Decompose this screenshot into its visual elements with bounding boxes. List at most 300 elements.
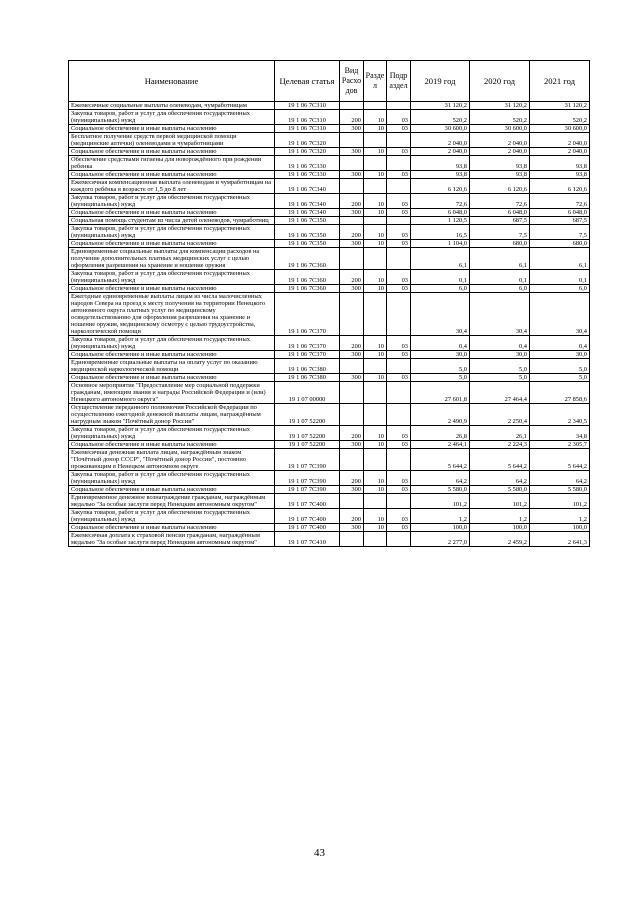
row-name: Социальная помощь студентам из числа детей оленеводов, чумработниц <box>69 217 275 225</box>
row-name: Закупка товаров, работ и услуг для обеспечения государственных (муниципальных) нужд <box>69 336 275 351</box>
row-razdel: 10 <box>364 171 387 179</box>
row-name: Социальное обеспечение и иные выплаты населению <box>69 351 275 359</box>
row-target-code: 19 1 06 7C320 <box>275 133 340 148</box>
row-vid: 200 <box>340 509 364 524</box>
row-value-2019: 0,1 <box>411 270 470 285</box>
row-value-2019: 5,0 <box>411 374 470 382</box>
row-podrazdel <box>387 382 411 404</box>
row-name: Социальное обеспечение и иные выплаты населению <box>69 171 275 179</box>
row-vid: 300 <box>340 240 364 248</box>
table-row <box>69 194 590 209</box>
row-target-code: 19 1 06 7C310 <box>275 125 340 133</box>
row-vid: 200 <box>340 336 364 351</box>
row-target-code: 19 1 07 7C400 <box>275 509 340 524</box>
row-razdel: 10 <box>364 336 387 351</box>
table-row <box>69 217 590 225</box>
row-target-code: 19 1 06 7C330 <box>275 156 340 171</box>
row-podrazdel <box>387 248 411 270</box>
row-razdel <box>364 293 387 336</box>
row-value-2021: 2 340,5 <box>530 404 590 426</box>
row-podrazdel <box>387 449 411 471</box>
table-row <box>69 404 590 426</box>
row-value-2019: 30,0 <box>411 351 470 359</box>
table-row <box>69 209 590 217</box>
row-value-2021: 687,5 <box>530 217 590 225</box>
row-razdel <box>364 179 387 194</box>
row-vid: 300 <box>340 524 364 532</box>
row-value-2020: 72,6 <box>470 194 530 209</box>
row-name: Социальное обеспечение и иные выплаты населению <box>69 240 275 248</box>
row-value-2021: 5 580,0 <box>530 486 590 494</box>
row-vid <box>340 293 364 336</box>
row-value-2021: 27 858,6 <box>530 382 590 404</box>
row-vid: 300 <box>340 125 364 133</box>
row-podrazdel: 03 <box>387 171 411 179</box>
row-podrazdel: 03 <box>387 374 411 382</box>
row-target-code: 19 1 07 7C410 <box>275 532 340 547</box>
row-name: Осуществление переданного полномочия Российской Федерации по осуществлению ежегодной денежной выплаты лицам, награждённым нагрудным знаком "Почётный донор России" <box>69 404 275 426</box>
row-value-2020: 6,1 <box>470 248 530 270</box>
row-value-2021: 5,0 <box>530 359 590 374</box>
row-vid <box>340 449 364 471</box>
row-value-2020: 0,4 <box>470 336 530 351</box>
row-value-2019: 2 464,1 <box>411 441 470 449</box>
row-podrazdel: 03 <box>387 125 411 133</box>
row-vid <box>340 359 364 374</box>
row-value-2021: 2 641,3 <box>530 532 590 547</box>
row-value-2020: 100,0 <box>470 524 530 532</box>
row-razdel: 10 <box>364 194 387 209</box>
row-value-2021: 64,2 <box>530 471 590 486</box>
row-value-2019: 101,2 <box>411 494 470 509</box>
row-value-2021: 93,8 <box>530 156 590 171</box>
table-row <box>69 125 590 133</box>
table-row <box>69 374 590 382</box>
header-vid: Вид Расхо дов <box>340 61 364 102</box>
row-value-2021: 34,8 <box>530 426 590 441</box>
row-target-code: 19 1 06 7C360 <box>275 270 340 285</box>
row-name: Единовременное денежное вознаграждение гражданам, награждённым медалью "За особые заслуги перед Ненецким автономным округом" <box>69 494 275 509</box>
row-target-code: 19 1 07 7C390 <box>275 486 340 494</box>
table-row <box>69 248 590 270</box>
row-vid <box>340 494 364 509</box>
row-name: Социальное обеспечение и иные выплаты населению <box>69 374 275 382</box>
row-vid: 200 <box>340 110 364 125</box>
table-row <box>69 532 590 547</box>
row-value-2020: 6 120,6 <box>470 179 530 194</box>
row-value-2019: 5,0 <box>411 359 470 374</box>
table-row <box>69 156 590 171</box>
row-value-2020: 6 048,0 <box>470 209 530 217</box>
table-row <box>69 509 590 524</box>
row-target-code: 19 1 06 7C340 <box>275 209 340 217</box>
table-row <box>69 382 590 404</box>
row-razdel: 10 <box>364 351 387 359</box>
row-value-2019: 6 120,6 <box>411 179 470 194</box>
row-podrazdel: 03 <box>387 240 411 248</box>
row-value-2021: 2 305,7 <box>530 441 590 449</box>
table-row <box>69 471 590 486</box>
header-2020: 2020 год <box>470 61 530 102</box>
row-value-2020: 0,1 <box>470 270 530 285</box>
row-value-2019: 6 048,0 <box>411 209 470 217</box>
row-target-code: 19 1 07 52200 <box>275 404 340 426</box>
row-value-2021: 5,0 <box>530 374 590 382</box>
row-name: Закупка товаров, работ и услуг для обеспечения государственных (муниципальных) нужд <box>69 110 275 125</box>
row-value-2019: 520,2 <box>411 110 470 125</box>
table-row <box>69 426 590 441</box>
row-value-2021: 6 120,6 <box>530 179 590 194</box>
row-podrazdel <box>387 217 411 225</box>
row-value-2021: 101,2 <box>530 494 590 509</box>
row-vid: 200 <box>340 225 364 240</box>
row-name: Социальное обеспечение и иные выплаты населению <box>69 148 275 156</box>
row-value-2019: 26,8 <box>411 426 470 441</box>
row-target-code: 19 1 06 7C360 <box>275 248 340 270</box>
row-value-2019: 72,6 <box>411 194 470 209</box>
table-row <box>69 102 590 110</box>
row-razdel <box>364 449 387 471</box>
row-value-2021: 520,2 <box>530 110 590 125</box>
header-razdel: Разде л <box>364 61 387 102</box>
table-row <box>69 359 590 374</box>
row-podrazdel: 03 <box>387 524 411 532</box>
row-value-2019: 2 040,0 <box>411 148 470 156</box>
row-vid: 300 <box>340 148 364 156</box>
row-razdel <box>364 404 387 426</box>
table-header-row <box>69 61 590 102</box>
row-podrazdel: 03 <box>387 486 411 494</box>
row-podrazdel <box>387 494 411 509</box>
page-number: 43 <box>314 847 325 859</box>
row-podrazdel <box>387 293 411 336</box>
row-target-code: 19 1 06 7C350 <box>275 225 340 240</box>
row-value-2020: 5,0 <box>470 359 530 374</box>
row-value-2019: 27 601,8 <box>411 382 470 404</box>
row-value-2021: 100,0 <box>530 524 590 532</box>
row-podrazdel <box>387 532 411 547</box>
row-target-code: 19 1 06 7C310 <box>275 102 340 110</box>
row-target-code: 19 1 07 7C400 <box>275 494 340 509</box>
row-value-2020: 2 459,2 <box>470 532 530 547</box>
row-value-2019: 2 490,9 <box>411 404 470 426</box>
budget-table <box>68 60 590 547</box>
row-podrazdel: 03 <box>387 285 411 293</box>
row-value-2021: 5 644,2 <box>530 449 590 471</box>
row-razdel <box>364 156 387 171</box>
row-name: Ежегодные единовременные выплаты лицам из числа малочисленных народов Севера на проезд к месту получения на территории Ненецкого автономного округа платных услуг по медицинскому освидетельствованию для оформления разрешения на хранение и ношение оружия, медицинскому осмотру с целью трудоустройства, наркологической помощи <box>69 293 275 336</box>
row-value-2019: 31 120,2 <box>411 102 470 110</box>
row-value-2019: 1 104,0 <box>411 240 470 248</box>
row-value-2019: 16,5 <box>411 225 470 240</box>
row-value-2021: 30,0 <box>530 351 590 359</box>
row-razdel: 10 <box>364 509 387 524</box>
row-target-code: 19 1 06 7C350 <box>275 240 340 248</box>
row-value-2020: 680,0 <box>470 240 530 248</box>
row-vid <box>340 133 364 148</box>
row-value-2021: 30 600,0 <box>530 125 590 133</box>
row-value-2020: 64,2 <box>470 471 530 486</box>
table-row <box>69 225 590 240</box>
table-row <box>69 494 590 509</box>
row-value-2020: 6,0 <box>470 285 530 293</box>
row-target-code: 19 1 06 7C350 <box>275 217 340 225</box>
row-target-code: 19 1 06 7C340 <box>275 179 340 194</box>
row-podrazdel: 03 <box>387 441 411 449</box>
row-value-2021: 680,0 <box>530 240 590 248</box>
row-podrazdel <box>387 133 411 148</box>
row-vid <box>340 179 364 194</box>
row-name: Социальное обеспечение и иные выплаты населению <box>69 285 275 293</box>
row-value-2021: 93,8 <box>530 171 590 179</box>
row-value-2019: 1 120,5 <box>411 217 470 225</box>
table-row <box>69 270 590 285</box>
table-row <box>69 524 590 532</box>
row-razdel: 10 <box>364 225 387 240</box>
row-value-2020: 5 580,0 <box>470 486 530 494</box>
row-value-2020: 93,8 <box>470 156 530 171</box>
row-podrazdel: 03 <box>387 336 411 351</box>
row-name: Закупка товаров, работ и услуг для обеспечения государственных (муниципальных) нужд <box>69 225 275 240</box>
table-row <box>69 171 590 179</box>
row-vid: 200 <box>340 426 364 441</box>
row-podrazdel: 03 <box>387 148 411 156</box>
row-podrazdel: 03 <box>387 110 411 125</box>
table-row <box>69 449 590 471</box>
row-name: Бесплатное получение средств первой медицинской помощи (медицинские аптечки) оленеводами и чумработницами <box>69 133 275 148</box>
row-name: Закупка товаров, работ и услуг для обеспечения государственных (муниципальных) нужд <box>69 270 275 285</box>
row-name: Единовременные социальные выплаты на оплату услуг по оказанию медицинской наркологической помощи <box>69 359 275 374</box>
row-value-2019: 5 644,2 <box>411 449 470 471</box>
header-2019: 2019 год <box>411 61 470 102</box>
row-vid: 300 <box>340 441 364 449</box>
row-value-2021: 7,5 <box>530 225 590 240</box>
row-target-code: 19 1 06 7C370 <box>275 293 340 336</box>
row-value-2021: 72,6 <box>530 194 590 209</box>
row-value-2020: 31 120,2 <box>470 102 530 110</box>
row-target-code: 19 1 07 7C390 <box>275 471 340 486</box>
row-target-code: 19 1 06 7C370 <box>275 351 340 359</box>
table-row <box>69 486 590 494</box>
table-row <box>69 179 590 194</box>
row-razdel <box>364 382 387 404</box>
table-row <box>69 336 590 351</box>
row-value-2019: 2 277,0 <box>411 532 470 547</box>
row-vid: 300 <box>340 285 364 293</box>
row-value-2020: 2 250,4 <box>470 404 530 426</box>
table-row <box>69 110 590 125</box>
row-podrazdel: 03 <box>387 209 411 217</box>
row-razdel: 10 <box>364 125 387 133</box>
row-razdel: 10 <box>364 240 387 248</box>
row-podrazdel: 03 <box>387 225 411 240</box>
row-vid <box>340 102 364 110</box>
header-2021: 2021 год <box>530 61 590 102</box>
row-value-2020: 7,5 <box>470 225 530 240</box>
row-name: Социальное обеспечение и иные выплаты населению <box>69 441 275 449</box>
row-value-2019: 30 600,0 <box>411 125 470 133</box>
row-name: Основное мероприятие "Предоставление мер социальной поддержки гражданам, имеющим звания и награды Российской Федерации и (или) Ненецкого автономного округа" <box>69 382 275 404</box>
row-razdel <box>364 359 387 374</box>
row-vid <box>340 156 364 171</box>
row-value-2020: 5 644,2 <box>470 449 530 471</box>
row-value-2020: 30,0 <box>470 351 530 359</box>
row-value-2019: 0,4 <box>411 336 470 351</box>
row-value-2021: 1,2 <box>530 509 590 524</box>
row-value-2020: 687,5 <box>470 217 530 225</box>
row-target-code: 19 1 07 52200 <box>275 441 340 449</box>
row-value-2021: 2 040,0 <box>530 148 590 156</box>
row-podrazdel: 03 <box>387 426 411 441</box>
row-podrazdel <box>387 179 411 194</box>
row-value-2019: 6,0 <box>411 285 470 293</box>
row-value-2020: 1,2 <box>470 509 530 524</box>
row-value-2019: 64,2 <box>411 471 470 486</box>
row-name: Закупка товаров, работ и услуг для обеспечения государственных (муниципальных) нужд <box>69 194 275 209</box>
row-podrazdel <box>387 359 411 374</box>
row-value-2019: 2 040,0 <box>411 133 470 148</box>
row-razdel: 10 <box>364 285 387 293</box>
header-target: Целевая статья <box>275 61 340 102</box>
row-podrazdel: 03 <box>387 509 411 524</box>
row-value-2019: 93,8 <box>411 156 470 171</box>
row-value-2019: 30,4 <box>411 293 470 336</box>
row-value-2021: 31 120,2 <box>530 102 590 110</box>
row-vid <box>340 248 364 270</box>
row-value-2020: 30 600,0 <box>470 125 530 133</box>
row-value-2021: 6 048,0 <box>530 209 590 217</box>
row-value-2020: 101,2 <box>470 494 530 509</box>
row-target-code: 19 1 06 7C330 <box>275 171 340 179</box>
row-value-2020: 2 040,0 <box>470 133 530 148</box>
row-value-2019: 100,0 <box>411 524 470 532</box>
row-value-2019: 1,2 <box>411 509 470 524</box>
row-vid: 200 <box>340 270 364 285</box>
table-row <box>69 441 590 449</box>
row-value-2021: 2 040,0 <box>530 133 590 148</box>
row-name: Социальное обеспечение и иные выплаты населению <box>69 209 275 217</box>
row-razdel: 10 <box>364 148 387 156</box>
row-name: Закупка товаров, работ и услуг для обеспечения государственных (муниципальных) нужд <box>69 509 275 524</box>
row-podrazdel <box>387 404 411 426</box>
row-value-2020: 27 464,4 <box>470 382 530 404</box>
row-razdel <box>364 532 387 547</box>
row-podrazdel <box>387 102 411 110</box>
row-target-code: 19 1 06 7C370 <box>275 336 340 351</box>
row-target-code: 19 1 07 52200 <box>275 426 340 441</box>
row-razdel <box>364 217 387 225</box>
row-target-code: 19 1 07 7C400 <box>275 524 340 532</box>
row-razdel: 10 <box>364 441 387 449</box>
row-value-2019: 5 580,0 <box>411 486 470 494</box>
row-vid: 200 <box>340 471 364 486</box>
table-row <box>69 351 590 359</box>
row-target-code: 19 1 06 7C340 <box>275 194 340 209</box>
row-value-2020: 5,0 <box>470 374 530 382</box>
row-name: Ежемесячная доплата к страховой пенсии гражданам, награждённым медалью "За особые заслуги перед Ненецким автономным округом" <box>69 532 275 547</box>
table-row <box>69 148 590 156</box>
row-value-2021: 6,1 <box>530 248 590 270</box>
row-target-code: 19 1 06 7C360 <box>275 285 340 293</box>
row-value-2020: 30,4 <box>470 293 530 336</box>
row-value-2021: 0,4 <box>530 336 590 351</box>
row-target-code: 19 1 06 7C380 <box>275 374 340 382</box>
row-podrazdel: 03 <box>387 351 411 359</box>
row-razdel <box>364 102 387 110</box>
row-razdel: 10 <box>364 486 387 494</box>
row-value-2020: 93,8 <box>470 171 530 179</box>
row-value-2019: 6,1 <box>411 248 470 270</box>
row-vid <box>340 382 364 404</box>
header-podrazdel: Подр аздел <box>387 61 411 102</box>
row-vid: 300 <box>340 486 364 494</box>
row-name: Ежемесячная денежная выплата лицам, награждённым знаком "Почётный донор СССР", "Почётный донор России", постоянно проживающим в Ненецком автономном округе <box>69 449 275 471</box>
row-name: Ежемесячная компенсационная выплата оленеводам и чумработницам на каждого ребёнка в возрасте от 1,5 до 8 лет <box>69 179 275 194</box>
row-name: Ежемесячные социальные выплаты оленеводам, чумработницам <box>69 102 275 110</box>
row-name: Социальное обеспечение и иные выплаты населению <box>69 486 275 494</box>
row-razdel: 10 <box>364 471 387 486</box>
row-razdel: 10 <box>364 110 387 125</box>
row-value-2021: 0,1 <box>530 270 590 285</box>
row-razdel: 10 <box>364 426 387 441</box>
row-vid: 300 <box>340 374 364 382</box>
table-row <box>69 240 590 248</box>
table-body <box>69 102 590 547</box>
row-target-code: 19 1 06 7C380 <box>275 359 340 374</box>
row-vid: 300 <box>340 171 364 179</box>
row-name: Единовременные социальные выплаты для компенсации расходов на получение дополнительных платных медицинских услуг с целью оформления разрешения на хранение и ношение оружия <box>69 248 275 270</box>
row-name: Закупка товаров, работ и услуг для обеспечения государственных (муниципальных) нужд <box>69 426 275 441</box>
row-name: Социальное обеспечение и иные выплаты населению <box>69 524 275 532</box>
row-razdel: 10 <box>364 374 387 382</box>
row-name: Обеспечение средствами гигиены для новорождённого при рождении ребенка <box>69 156 275 171</box>
table-row <box>69 285 590 293</box>
row-podrazdel: 03 <box>387 194 411 209</box>
row-name: Закупка товаров, работ и услуг для обеспечения государственных (муниципальных) нужд <box>69 471 275 486</box>
table-row <box>69 133 590 148</box>
row-razdel: 10 <box>364 209 387 217</box>
row-vid <box>340 532 364 547</box>
row-podrazdel <box>387 156 411 171</box>
row-target-code: 19 1 06 7C310 <box>275 110 340 125</box>
row-value-2020: 520,2 <box>470 110 530 125</box>
row-razdel <box>364 133 387 148</box>
row-vid: 300 <box>340 209 364 217</box>
row-podrazdel: 03 <box>387 471 411 486</box>
row-vid <box>340 404 364 426</box>
row-razdel: 10 <box>364 270 387 285</box>
row-value-2020: 2 040,0 <box>470 148 530 156</box>
row-razdel <box>364 248 387 270</box>
row-value-2021: 30,4 <box>530 293 590 336</box>
row-vid: 300 <box>340 351 364 359</box>
row-value-2021: 6,0 <box>530 285 590 293</box>
row-vid <box>340 217 364 225</box>
row-target-code: 19 1 07 00000 <box>275 382 340 404</box>
row-vid: 200 <box>340 194 364 209</box>
row-razdel: 10 <box>364 524 387 532</box>
row-target-code: 19 1 07 7C390 <box>275 449 340 471</box>
row-value-2020: 2 224,3 <box>470 441 530 449</box>
row-razdel <box>364 494 387 509</box>
row-name: Социальное обеспечение и иные выплаты населению <box>69 125 275 133</box>
row-value-2019: 93,8 <box>411 171 470 179</box>
row-target-code: 19 1 06 7C320 <box>275 148 340 156</box>
row-value-2020: 26,1 <box>470 426 530 441</box>
row-podrazdel: 03 <box>387 270 411 285</box>
header-name: Наименование <box>69 61 275 102</box>
table-row <box>69 293 590 336</box>
